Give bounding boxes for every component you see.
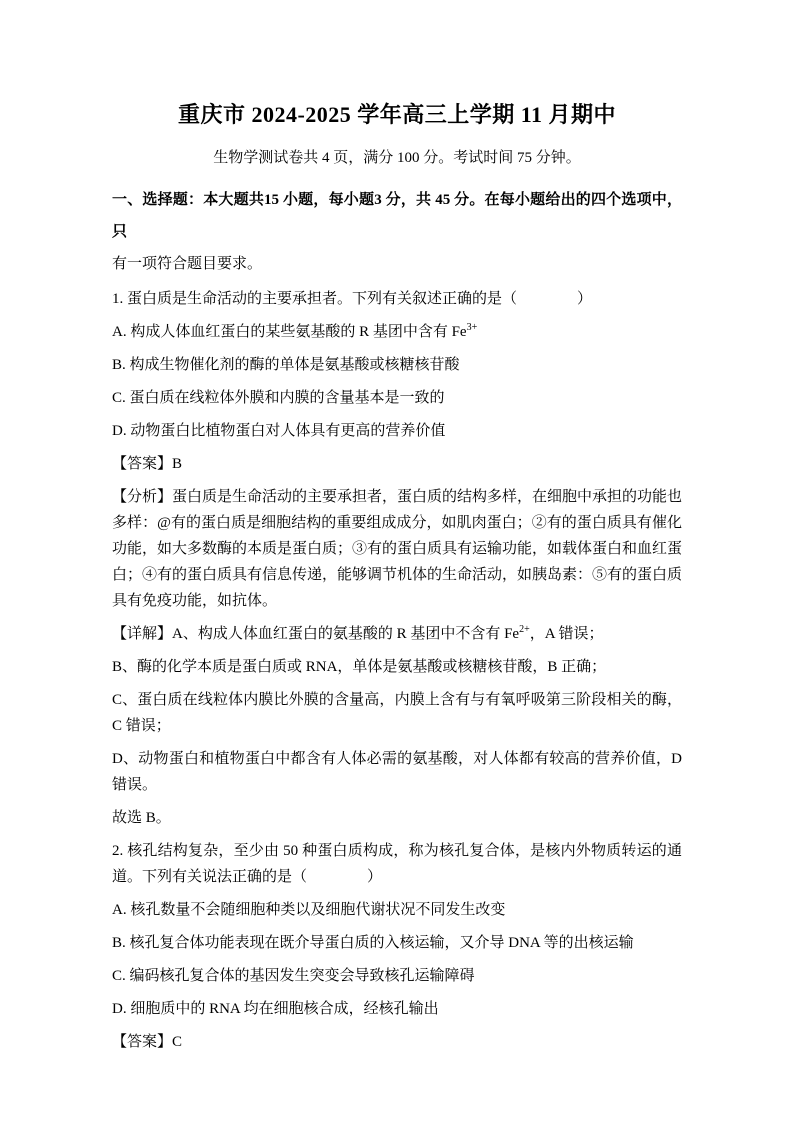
question-1-detail-d: D、动物蛋白和植物蛋白中都含有人体必需的氨基酸，对人体都有较高的营养价值，D 错误。: [112, 751, 682, 793]
question-1-option-a: [112, 319, 682, 345]
question-2-option-b: B. 核孔复合体功能表现在既介导蛋白质的入核运输，又介导 DNA 等的出核运输: [112, 935, 634, 951]
question-1-option-d: D. 动物蛋白比植物蛋白对人体具有更高的营养价值: [112, 423, 446, 439]
question-1-detail-a: [112, 621, 682, 647]
detail-a-superscript: 2+: [519, 624, 530, 635]
question-1-option-c: C. 蛋白质在线粒体外膜和内膜的含量基本是一致的: [112, 390, 445, 406]
question-2-option-d: D. 细胞质中的 RNA 均在细胞核合成，经核孔输出: [112, 1001, 439, 1017]
section-heading-line2: 有一项符合题目要求。: [112, 256, 263, 272]
question-2: [112, 838, 682, 1055]
question-1-conclusion: 故选 B。: [112, 810, 171, 826]
question-1-analysis: 【分析】蛋白质是生命活动的主要承担者，蛋白质的结构多样，在细胞中承担的功能也多样：@有的蛋白质是细胞结构的重要组成成分，如肌肉蛋白；②有的蛋白质具有催化功能，如大多数酶的本质是蛋白质；③有的蛋白质具有运输功能，如载体蛋白和血红蛋白；④有的蛋白质具有信息传递，能够调节机体的生命活动，如胰岛素：⑤有的蛋白质具有免疫功能，如抗体。: [112, 489, 683, 609]
question-1: [112, 286, 682, 831]
question-1-detail-c: C、蛋白质在线粒体内膜比外膜的含量高，内膜上含有与有氧呼吸第三阶段相关的酶，C 错误；: [112, 692, 682, 734]
question-2-option-a: A. 核孔数量不会随细胞种类以及细胞代谢状况不同发生改变: [112, 902, 506, 918]
question-1-answer: 【答案】B: [112, 456, 183, 472]
question-1-detail-b: B、酶的化学本质是蛋白质或 RNA，单体是氨基酸或核糖核苷酸，B 正确；: [112, 659, 607, 675]
document-subtitle: 生物学测试卷共 4 页，满分 100 分。考试时间 75 分钟。: [213, 150, 581, 166]
detail-a-text: 【详解】A、构成人体血红蛋白的氨基酸的 R 基团中不含有 Fe: [112, 626, 520, 642]
question-2-option-c: C. 编码核孔复合体的基因发生突变会导致核孔运输障碍: [112, 968, 475, 984]
question-1-option-b: B. 构成生物催化剂的酶的单体是氨基酸或核糖核苷酸: [112, 357, 460, 373]
question-2-stem: 2. 核孔结构复杂，至少由 50 种蛋白质构成，称为核孔复合体，是核内外物质转运的通道。下列有关说法正确的是（ ）: [112, 843, 682, 885]
option-a-superscript: 3+: [466, 322, 478, 333]
question-2-answer: 【答案】C: [112, 1034, 183, 1050]
section-heading-line1: 一、选择题：本大题共15 小题，每小题3 分，共 45 分。在每小题给出的四个选项中，只: [112, 192, 682, 240]
question-1-stem: 1. 蛋白质是生命活动的主要承担者。下列有关叙述正确的是（ ）: [112, 291, 593, 307]
section-heading: [112, 184, 682, 280]
document-title: 重庆市 2024-2025 学年高三上学期 11 月期中: [177, 102, 617, 127]
detail-a-text-post: ，A 错误；: [529, 626, 604, 642]
option-a-text: A. 构成人体血红蛋白的某些氨基酸的 R 基团中含有 Fe: [112, 324, 467, 340]
